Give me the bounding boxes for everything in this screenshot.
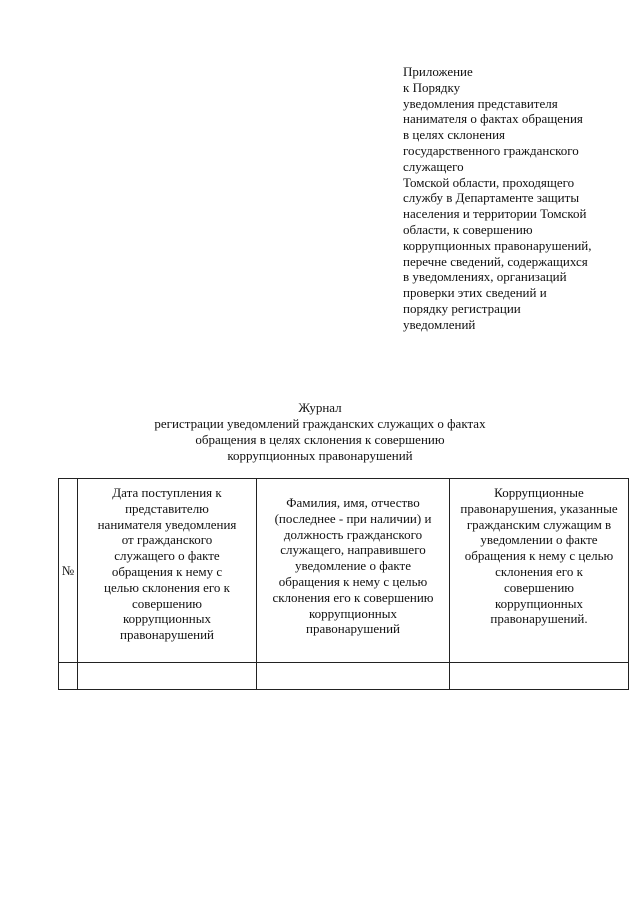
journal-title: Журнал: [298, 400, 342, 415]
header-line: обращения к нему с: [111, 563, 223, 579]
header-line: должность гражданского: [283, 526, 423, 542]
header-line: правонарушений.: [490, 611, 588, 627]
table-header-row: [59, 479, 629, 663]
appendix-line: к Порядку: [403, 79, 461, 95]
appendix-line: населения и территории Томской: [403, 206, 587, 222]
appendix-line: области, к совершению: [403, 221, 533, 237]
header-line: служащего, направившего: [280, 542, 426, 558]
header-line: уведомление о факте: [295, 558, 411, 574]
table-cell: [78, 663, 257, 690]
appendix-line: проверки этих сведений и: [403, 285, 547, 301]
journal-subtitle-line: регистрации уведомлений гражданских служащих о фактах: [154, 416, 486, 431]
column-header-employee: [257, 479, 450, 663]
header-line: совершению: [503, 579, 574, 595]
header-line: коррупционных: [308, 605, 397, 621]
journal-subtitle-line: коррупционных правонарушений: [227, 448, 413, 463]
appendix-line: служащего: [403, 158, 464, 174]
column-header-offenses: [450, 479, 629, 663]
table-cell: [257, 663, 450, 690]
appendix-line: уведомлений: [403, 316, 476, 332]
appendix-line: порядку регистрации: [403, 300, 521, 316]
header-line: служащего о факте: [114, 548, 220, 564]
header-line: склонения его к: [495, 563, 583, 579]
header-line: Дата поступления к: [112, 485, 222, 500]
header-line: гражданским служащим в: [466, 516, 612, 532]
table-row: [59, 663, 629, 690]
header-line: Фамилия, имя, отчество: [286, 495, 420, 510]
journal-subtitle-line: обращения в целях склонения к совершению: [195, 432, 445, 447]
header-line: уведомлении о факте: [480, 532, 598, 548]
header-line: обращения к нему с целью: [464, 548, 614, 564]
table-cell: [450, 663, 629, 690]
header-line: нанимателя уведомления: [97, 516, 237, 532]
table-cell: [59, 663, 78, 690]
header-line: коррупционных: [122, 611, 211, 627]
header-line: совершению: [131, 595, 202, 611]
column-header-date: [78, 479, 257, 663]
appendix-line: в уведомлениях, организаций: [403, 269, 567, 285]
header-line: правонарушения, указанные: [460, 500, 618, 516]
registration-table: [58, 478, 629, 690]
header-line: правонарушений: [120, 627, 214, 643]
column-header-number: №: [59, 479, 78, 663]
journal-heading: [130, 400, 510, 464]
appendix-block: [403, 64, 633, 333]
appendix-line: Приложение: [403, 64, 473, 79]
appendix-line: службу в Департаменте защиты: [403, 190, 580, 206]
appendix-line: перечне сведений, содержащихся: [403, 253, 588, 269]
appendix-line: в целях склонения: [403, 127, 506, 143]
header-line: от гражданского: [121, 532, 213, 548]
header-line: Коррупционные: [494, 485, 584, 500]
header-line: целью склонения его к: [104, 579, 230, 595]
appendix-line: государственного гражданского: [403, 142, 579, 158]
header-line: коррупционных: [494, 595, 583, 611]
header-line: склонения его к совершению: [272, 589, 434, 605]
appendix-line: коррупционных правонарушений,: [403, 237, 592, 253]
appendix-line: нанимателя о фактах обращения: [403, 111, 583, 127]
appendix-line: уведомления представителя: [403, 95, 558, 111]
header-line: обращения к нему с целью: [278, 573, 428, 589]
header-line: правонарушений: [306, 621, 400, 637]
header-line: представителю: [125, 500, 209, 516]
appendix-line: Томской области, проходящего: [403, 174, 575, 190]
header-line: (последнее - при наличии) и: [274, 510, 432, 526]
